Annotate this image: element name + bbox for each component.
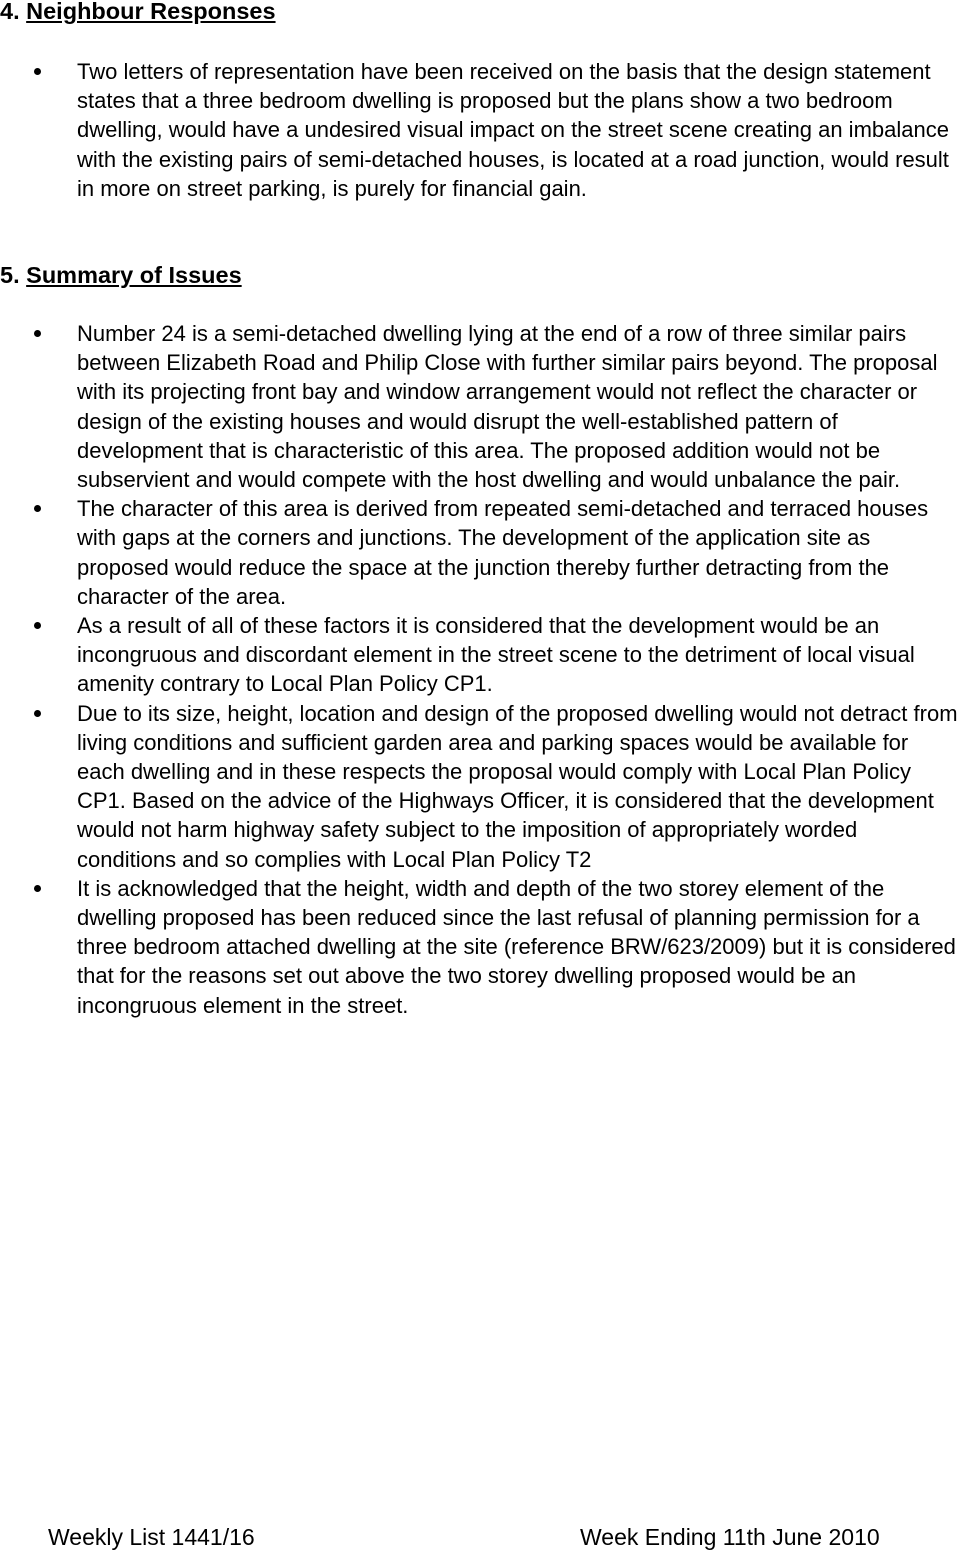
bullet-icon [34,330,41,337]
bullet-icon [34,710,41,717]
section-4-heading [0,0,276,24]
footer-weekly-list: Weekly List 1441/16 [48,1524,255,1550]
list-item-text: Due to its size, height, location and design of the proposed dwelling would not detract from living conditions and sufficient garden area and parking spaces would be available for each dwelling and in these respects the proposal would comply with Local Plan Policy CP1. Based on the advice of the Highways Officer, it is considered that the development would not harm highway safety subject to the imposition of appropriately worded conditions and so complies with Local Plan Policy T2 [77,700,958,872]
footer-week-ending: Week Ending 11th June 2010 [580,1524,880,1550]
section-4-number: 4. [0,0,20,24]
section-4-title: Neighbour Responses [26,0,276,24]
section-5-title: Summary of Issues [26,262,242,288]
bullet-icon [34,622,41,629]
list-item [0,319,960,494]
section-4-list [0,57,960,203]
list-item-text: It is acknowledged that the height, width and depth of the two storey element of the dwelling proposed has been reduced since the last refusal of planning permission for a three bedroom attached dwelling at the site (reference BRW/623/2009) but it is considered that for the reasons set out above the two storey dwelling proposed would be an incongruous element in the street. [77,875,956,1018]
list-item-text: Two letters of representation have been received on the basis that the design statement states that a three bedroom dwelling is proposed but the plans show a two bedroom dwelling, would have a undesired visual impact on the street scene creating an imbalance with the existing pairs of semi-detached houses, is located at a road junction, would result in more on street parking, is purely for financial gain. [77,59,949,201]
section-5-heading [0,262,242,288]
list-item [0,494,960,611]
list-item [0,699,960,874]
bullet-icon [34,885,41,892]
bullet-icon [34,505,41,512]
bullet-icon [34,68,41,75]
section-5-number: 5. [0,262,20,288]
list-item-text: As a result of all of these factors it is considered that the development would be an incongruous and discordant element in the street scene to the detriment of local visual amenity contrary to Local Plan Policy CP1. [77,613,915,697]
section-5-list [0,319,960,1020]
list-item [0,874,960,1020]
list-item [0,611,960,699]
list-item-text: The character of this area is derived from repeated semi-detached and terraced houses with gaps at the corners and junctions. The development of the application site as proposed would reduce the space at the junction thereby further detracting from the character of the area. [77,496,929,609]
list-item [0,57,960,203]
list-item-text: Number 24 is a semi-detached dwelling lying at the end of a row of three similar pairs between Elizabeth Road and Philip Close with further similar pairs beyond. The proposal with its projecting front bay and window arrangement would not reflect the character or design of the existing houses and would disrupt the well-established pattern of development that is characteristic of this area. The proposed addition would not be subservient and would compete with the host dwelling and would unbalance the pair. [77,321,938,493]
